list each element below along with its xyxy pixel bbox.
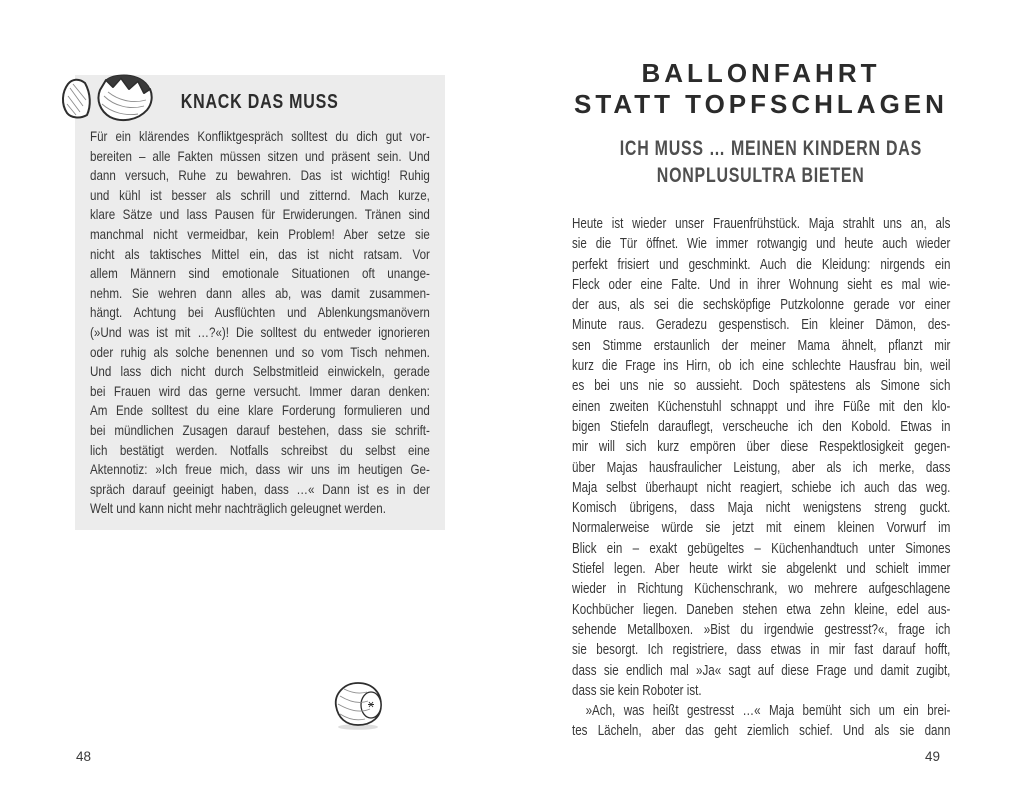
text-line: Kochbücher liegen. Daneben stehen etwa zehn kleine, edel aus-: [572, 601, 951, 618]
text-line: Komisch übrigens, dass Maja nicht wenigstens streng guckt.: [572, 500, 951, 517]
text-line: kurz die Frage ins Hirn, ob ich eine schlechte Hausfrau bin, weil: [572, 358, 951, 375]
text-line: Stiefel legen. Aber heute wirkt sie abgelenkt und schielt immer: [572, 561, 951, 578]
info-box-body: [90, 127, 430, 519]
text-line: es bei uns nie so aussieht. Doch spätestens als Simone sich: [572, 378, 951, 395]
text-line: und kühl ist besser als schrill und zitternd. Mach kurze,: [90, 186, 430, 203]
text-line: tes Lächeln, aber das geht ziemlich schief. Und als sie dann: [572, 723, 951, 740]
text-line: mir will sich kurz empören über diese Respektlosigkeit gegen-: [572, 439, 951, 456]
text-line: perfekt frisiert und geschminkt. Auch die Kleidung: nirgends ein: [572, 256, 951, 273]
text-line: der aus, als sei die sechsköpfige Putzkolonne gerade vor einer: [572, 297, 951, 314]
text-line: »Ach, was heißt gestresst …« Maja bemüht sich um ein brei-: [585, 703, 951, 720]
text-line: sehende Metallboxen. »Bist du irgendwie gestresst?«, frage ich: [572, 621, 951, 638]
text-line: sie besorgt. Ich registriere, dass etwas in mir fast darauf hofft,: [572, 642, 951, 659]
text-line: (»Und was ist mit …?«)! Die solltest du entweder ignorieren: [90, 323, 430, 340]
chapter-body: [572, 214, 950, 742]
text-line: Minute raus. Geradezu gespenstisch. Ein kleiner Dämon, des-: [572, 317, 951, 334]
text-line: hängt. Achtung bei Ausflüchten und Ablenkungsmanövern: [90, 304, 430, 321]
text-line: dass sie kein Roboter ist.: [572, 682, 702, 699]
text-line: lich bestätigt werden. Notfalls schreibst du selbst eine: [90, 441, 430, 458]
text-line: dass sie endlich mal »Ja« sagt auf diese Frage und damit zugibt,: [572, 662, 951, 679]
page-number-right: 49: [924, 749, 940, 764]
text-line: nicht als taktisches Mittel ein, das ist nicht ratsam. Vor: [90, 245, 430, 262]
chapter-title-line-2: STATT TOPFSCHLAGEN: [574, 89, 948, 119]
text-line: einen zweiten Küchenstuhl schnappt und ihre Füße mit den klo-: [572, 398, 951, 415]
text-line: Welt und kann nicht mehr nachträglich geleugnet werden.: [90, 500, 386, 517]
text-line: bei Frauen wird das gerne versucht. Immer daran denken:: [90, 382, 430, 399]
text-line: Fleck oder eine Falte. Und in ihrer Wohnung sieht es mal wie-: [572, 276, 951, 293]
text-line: Aktennotiz: »Ich freue mich, dass wir uns im heutigen Ge-: [90, 461, 430, 478]
text-line: klare Sätze und lass Pausen für Erwiderungen. Tränen sind: [90, 206, 430, 223]
text-line: allem Männern sind emotionale Situationen oft unange-: [90, 265, 430, 282]
page-number-left: 48: [76, 749, 92, 764]
text-line: sie die Tür öffnet. Wie immer rotwangig und heute auch wieder: [572, 236, 951, 253]
text-line: Heute ist wieder unser Frauenfrühstück. Maja strahlt uns an, als: [572, 216, 951, 232]
text-line: Maja selbst überhaupt nicht reagiert, schiebe ich auch das weg.: [572, 479, 951, 496]
info-box: [75, 75, 445, 530]
whole-nut-icon: [328, 676, 388, 732]
chapter-subtitle-line-2: NONPLUSULTRA BIETEN: [657, 164, 865, 187]
text-line: Blick ein – exakt gebügeltes – Küchenhandtuch unter Simones: [572, 540, 951, 557]
text-line: über Majas hausfraulicher Leistung, aber als ich merke, dass: [572, 459, 951, 476]
text-line: bereiten – alle Fakten müssen sitzen und präsent sein. Und: [90, 147, 430, 164]
text-line: bigen Stiefeln darauflegt, verscheuche ich den Kobold. Etwas in: [572, 418, 951, 435]
text-line: sen Stimme erstaunlich der meiner Mama ähnelt, pflanzt mir: [572, 337, 951, 354]
text-line: dann versuch, Ruhe zu bewahren. Das ist wichtig! Ruhig: [90, 167, 430, 184]
text-line: spräch darauf geeinigt haben, dass …« Dann ist es in der: [90, 480, 430, 497]
text-line: Normalerweise würde sie jetzt mit einem kleinen Vorwurf im: [572, 520, 951, 537]
info-box-title-text: KNACK DAS MUSS: [181, 91, 339, 113]
text-line: Und lass dich nicht durch Selbstmitleid einwickeln, gerade: [90, 363, 430, 380]
text-line: manchmal nicht vermeidbar, kein Problem! Aber setze sie: [90, 225, 430, 242]
text-line: wieder in Richtung Küchenschrank, wo mehrere aufgeschlagene: [572, 581, 951, 598]
text-line: Für ein klärendes Konfliktgespräch solltest du dich gut vor-: [90, 128, 430, 144]
chapter-title-line-1: BALLONFAHRT: [641, 58, 881, 88]
text-line: nehm. Sie wehren dann alles ab, was damit zusammen-: [90, 284, 430, 301]
text-line: oder ruhig als solche benennen und so vom Tisch nehmen.: [90, 343, 430, 360]
chapter-title: [572, 58, 950, 120]
text-line: Am Ende solltest du eine klare Forderung formulieren und: [90, 402, 430, 419]
text-line: bei mündlichen Zusagen darauf bestehen, dass sie schrift-: [90, 421, 430, 438]
cracked-nutshell-halves-icon: [58, 66, 160, 130]
chapter-subtitle-line-1: ICH MUSS … MEINEN KINDERN DAS: [619, 137, 922, 160]
chapter-subtitle: [572, 136, 950, 190]
